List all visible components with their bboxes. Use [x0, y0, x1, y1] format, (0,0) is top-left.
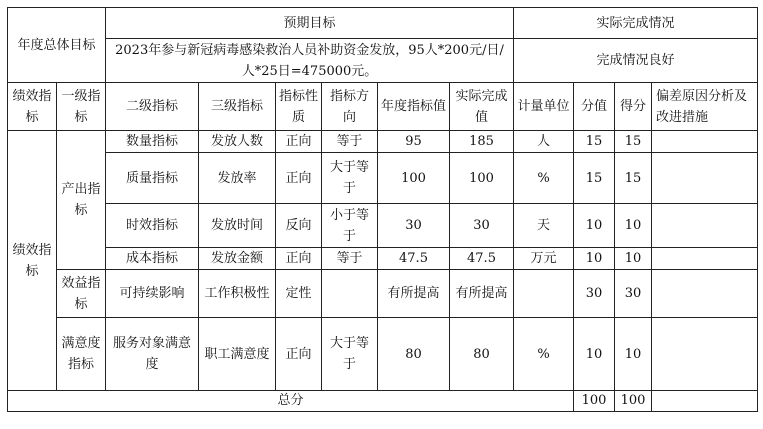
- cell-unit: 万元: [514, 248, 574, 270]
- cell-annual: 95: [378, 131, 450, 153]
- expected-goal-text: 2023年参与新冠病毒感染救治人员补助资金发放，95人*200元/日/人*25日=475000元。: [106, 39, 514, 83]
- total-row: [8, 391, 758, 412]
- cell-direction: 大于等于: [322, 153, 378, 204]
- col-score-value: 分值: [574, 83, 615, 131]
- cell-direction: 小于等于: [322, 204, 378, 248]
- cell-actual: 80: [450, 318, 514, 391]
- actual-completion-label: 实际完成情况: [514, 8, 758, 39]
- cell-nature: 定性: [276, 270, 322, 318]
- col-direction: 指标方向: [322, 83, 378, 131]
- perf-indicator-group: 绩效指标: [8, 131, 57, 391]
- goal-row: [8, 39, 758, 61]
- cell-nature: 反向: [276, 204, 322, 248]
- expected-goal-label: 预期目标: [106, 8, 514, 39]
- col-deviation: 偏差原因分析及改进措施: [652, 83, 758, 131]
- cell-level2: 时效指标: [106, 204, 199, 248]
- column-header-row: [8, 83, 758, 131]
- cell-deviation: [652, 270, 758, 318]
- cell-direction: [322, 270, 378, 318]
- cell-actual: 30: [450, 204, 514, 248]
- cell-level2: 可持续影响: [106, 270, 199, 318]
- cell-annual: 有所提高: [378, 270, 450, 318]
- table-row: [8, 248, 758, 270]
- cell-unit: 天: [514, 204, 574, 248]
- level1-satisfaction: 满意度指标: [57, 318, 106, 391]
- col-level2: 二级指标: [106, 83, 199, 131]
- cell-level2: 质量指标: [106, 153, 199, 204]
- table-row: [8, 270, 758, 318]
- col-nature: 指标性质: [276, 83, 322, 131]
- cell-score: 15: [615, 153, 652, 204]
- cell-deviation: [652, 131, 758, 153]
- col-perf-indicator: 绩效指标: [8, 83, 57, 131]
- col-annual-value: 年度指标值: [378, 83, 450, 131]
- cell-score: 10: [615, 248, 652, 270]
- col-unit: 计量单位: [514, 83, 574, 131]
- cell-value: 15: [574, 131, 615, 153]
- cell-level3: 发放时间: [199, 204, 276, 248]
- cell-score: 10: [615, 318, 652, 391]
- cell-score: 15: [615, 131, 652, 153]
- cell-annual: 80: [378, 318, 450, 391]
- cell-direction: 等于: [322, 131, 378, 153]
- cell-nature: 正向: [276, 131, 322, 153]
- cell-direction: 等于: [322, 248, 378, 270]
- cell-level3: 发放金额: [199, 248, 276, 270]
- table-row: [8, 318, 758, 391]
- cell-actual: 有所提高: [450, 270, 514, 318]
- col-level3: 三级指标: [199, 83, 276, 131]
- total-score: 100: [615, 391, 652, 412]
- cell-value: 10: [574, 318, 615, 391]
- annual-goal-label: 年度总体目标: [8, 8, 106, 83]
- cell-annual: 30: [378, 204, 450, 248]
- cell-level3: 工作积极性: [199, 270, 276, 318]
- col-level1: 一级指标: [57, 83, 106, 131]
- cell-actual: 47.5: [450, 248, 514, 270]
- level1-output: 产出指标: [57, 131, 106, 270]
- cell-value: 15: [574, 153, 615, 204]
- table-row: [8, 131, 758, 153]
- cell-unit: [514, 270, 574, 318]
- cell-direction: 大于等于: [322, 318, 378, 391]
- cell-nature: 正向: [276, 153, 322, 204]
- actual-completion-text: 完成情况良好: [514, 39, 758, 83]
- cell-value: 10: [574, 204, 615, 248]
- cell-level3: 发放人数: [199, 131, 276, 153]
- cell-level3: 发放率: [199, 153, 276, 204]
- total-value: 100: [574, 391, 615, 412]
- total-label: 总分: [8, 391, 574, 412]
- cell-annual: 100: [378, 153, 450, 204]
- cell-score: 30: [615, 270, 652, 318]
- cell-unit: 人: [514, 131, 574, 153]
- cell-deviation: [652, 318, 758, 391]
- cell-level2: 成本指标: [106, 248, 199, 270]
- cell-deviation: [652, 204, 758, 248]
- cell-level2: 数量指标: [106, 131, 199, 153]
- cell-value: 10: [574, 248, 615, 270]
- cell-unit: %: [514, 318, 574, 391]
- cell-level3: 职工满意度: [199, 318, 276, 391]
- cell-unit: %: [514, 153, 574, 204]
- performance-evaluation-table: [7, 7, 758, 412]
- header-row: [8, 8, 758, 39]
- cell-nature: 正向: [276, 318, 322, 391]
- level1-benefit: 效益指标: [57, 270, 106, 318]
- cell-deviation: [652, 153, 758, 204]
- cell-value: 30: [574, 270, 615, 318]
- cell-annual: 47.5: [378, 248, 450, 270]
- cell-deviation: [652, 248, 758, 270]
- col-actual-value: 实际完成值: [450, 83, 514, 131]
- cell-nature: 正向: [276, 248, 322, 270]
- table-row: [8, 153, 758, 204]
- total-deviation: [652, 391, 758, 412]
- table-row: [8, 204, 758, 248]
- cell-actual: 185: [450, 131, 514, 153]
- col-score: 得分: [615, 83, 652, 131]
- cell-level2: 服务对象满意度: [106, 318, 199, 391]
- cell-actual: 100: [450, 153, 514, 204]
- cell-score: 10: [615, 204, 652, 248]
